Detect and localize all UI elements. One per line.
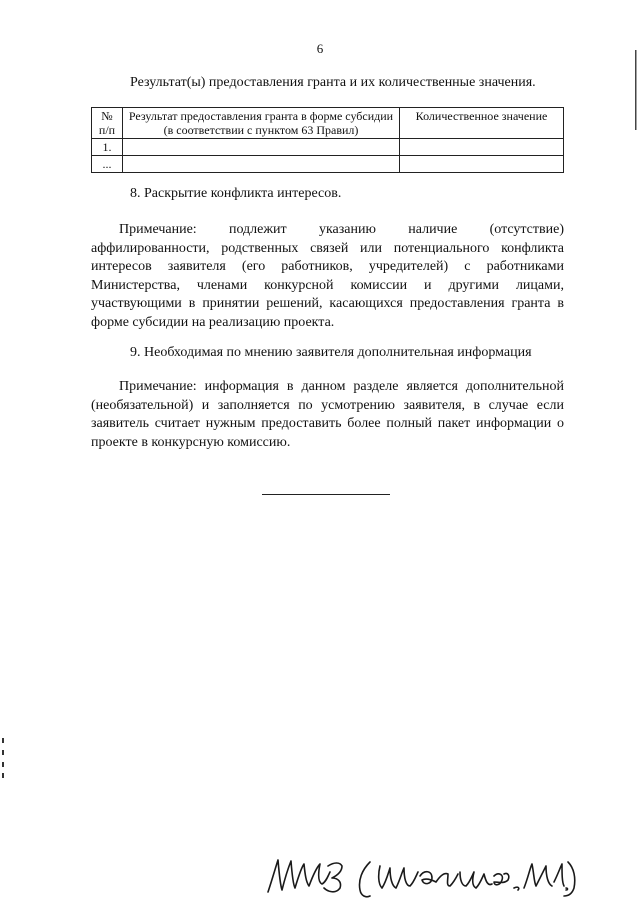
section-9-heading: 9. Необходимая по мнению заявителя дополнительная информация xyxy=(130,345,532,360)
scan-edge-mark xyxy=(634,50,638,130)
row-number-cell: 1. xyxy=(92,139,123,156)
table-row xyxy=(92,156,564,173)
section-8-heading: 8. Раскрытие конфликта интересов. xyxy=(130,186,342,201)
table-header-row xyxy=(92,108,564,139)
section-9-note xyxy=(91,378,564,452)
result-cell xyxy=(123,139,400,156)
section-9-note-text: Примечание: информация в данном разделе является дополнительной (необязательной) и заполняется по усмотрению заявителя, в случае если заявитель считает нужным предоставить более полный пакет информации о проекте в конкурсную комиссию. xyxy=(91,379,564,450)
results-table xyxy=(91,107,564,173)
quantity-cell xyxy=(400,156,564,173)
end-divider xyxy=(262,494,390,495)
quantity-cell xyxy=(400,139,564,156)
row-number-cell: ... xyxy=(92,156,123,173)
header-number: № п/п xyxy=(92,108,123,139)
page-number: 6 xyxy=(316,41,324,56)
scan-edge-ticks xyxy=(2,738,5,778)
result-cell xyxy=(123,156,400,173)
results-heading: Результат(ы) предоставления гранта и их количественные значения. xyxy=(130,75,536,90)
section-8-note xyxy=(91,221,564,332)
header-quantity: Количественное значение xyxy=(400,108,564,139)
table-row xyxy=(92,139,564,156)
header-result: Результат предоставления гранта в форме субсидии (в соответствии с пунктом 63 Правил) xyxy=(123,108,400,139)
section-8-note-text: Примечание: подлежит указанию наличие (отсутствие) аффилированности, родственных связей или потенциального конфликта интересов заявителя (его работников, учредителей) с работниками Министерства, членами конкурсной комиссии и другими лицами, участвующими в принятии решений, касающихся предоставления гранта в форме субсидии на реализацию проекта. xyxy=(91,222,564,330)
handwritten-signature xyxy=(262,852,582,900)
